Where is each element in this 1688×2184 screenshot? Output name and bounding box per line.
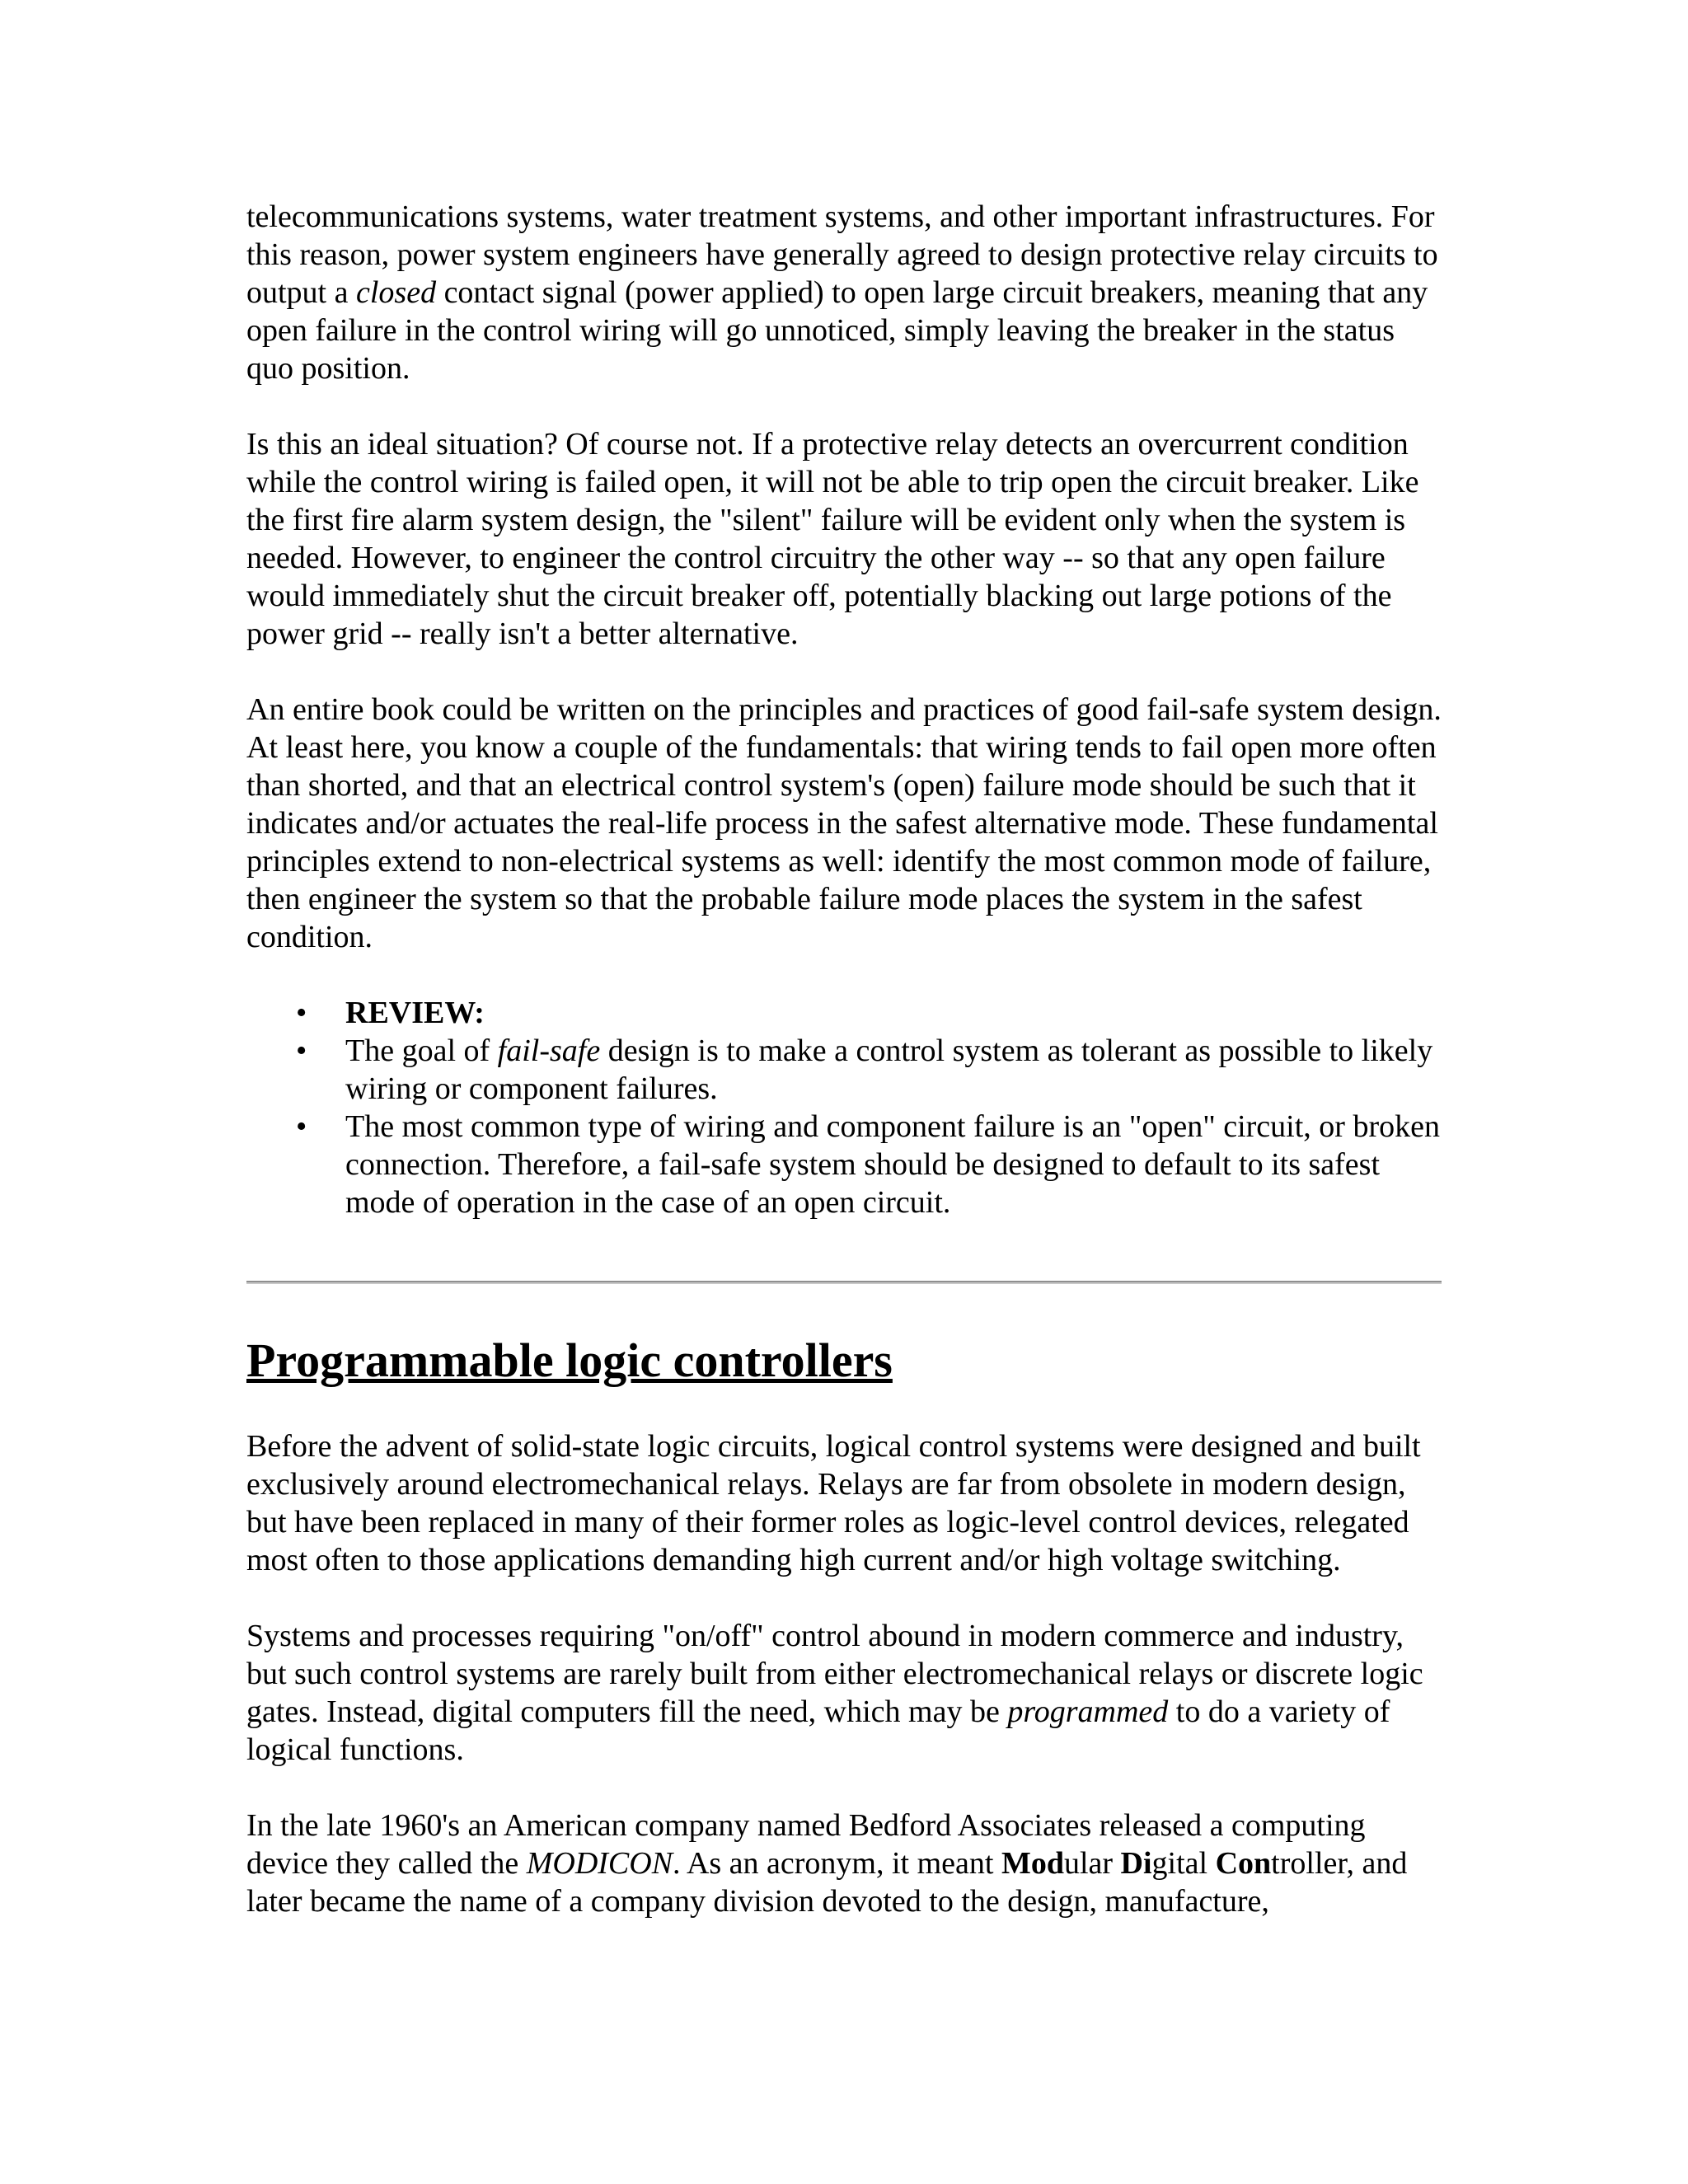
review-list	[246, 994, 1442, 1221]
emphasis-closed: closed	[355, 275, 437, 310]
section-title: Programmable logic controllers	[246, 1333, 893, 1387]
paragraph-on-off-control: Systems and processes requiring "on/off" control abound in modern commerce and industry, but such control systems are rarely built from either electromechanical relays or discrete logic gates. Instead, digital computers fill the need, which may be programmed to do a variety of logical functions.	[246, 1619, 1423, 1767]
horizontal-divider	[246, 1281, 1442, 1284]
review-heading: • REVIEW:	[246, 994, 1442, 1032]
review-item-goal: • The goal of fail-safe design is to make a control system as tolerant as possible to likely wiring or component failures.	[246, 1032, 1442, 1108]
review-item-open-circuit: • The most common type of wiring and component failure is an "open" circuit, or broken connection. Therefore, a fail-safe system should be designed to default to its safest mode of operation in the case of an open circuit.	[246, 1108, 1442, 1221]
emphasis-fail-safe: fail-safe	[497, 1033, 601, 1068]
emphasis-programmed: programmed	[1007, 1694, 1169, 1729]
paragraph-fail-safe-design: An entire book could be written on the principles and practices of good fail-safe system design. At least here, you know a couple of the fundamentals: that wiring tends to fail open more often than shorted, and that an electrical control system's (open) failure mode should be such that it indicates and/or actuates the real-life process in the safest alternative mode. These fundamental principles extend to non-electrical systems as well: identify the most common mode of failure, then engineer the system so that the probable failure mode places the system in the safest condition.	[246, 692, 1442, 954]
paragraph-ideal-situation: Is this an ideal situation? Of course not. If a protective relay detects an overcurrent condition while the control wiring is failed open, it will not be able to trip open the circuit breaker. Like the first fire alarm system design, the "silent" failure will be evident only when the system is needed. However, to engineer the control circuitry the other way -- so that any open failure would immediately shut the circuit breaker off, potentially blacking out large potions of the power grid -- really isn't a better alternative.	[246, 427, 1419, 651]
paragraph-relay-design: telecommunications systems, water treatment systems, and other important infrastructures. For this reason, power system engineers have generally agreed to design protective relay circuits to output a closed contact signal (power applied) to open large circuit breakers, meaning that any open failure in the control wiring will go unnoticed, simply leaving the breaker in the status quo position.	[246, 199, 1438, 386]
paragraph-modicon: In the late 1960's an American company named Bedford Associates released a computing device they called the MODICON. As an acronym, it meant Modular Digital Controller, and later became the name of a company division devoted to the design, manufacture,	[246, 1808, 1408, 1919]
emphasis-modicon: MODICON	[526, 1846, 673, 1881]
paragraph-solid-state: Before the advent of solid-state logic circuits, logical control systems were designed and built exclusively around electromechanical relays. Relays are far from obsolete in modern design, but have been replaced in many of their former roles as logic-level control devices, relegated most often to those applications demanding high current and/or high voltage switching.	[246, 1429, 1421, 1577]
document-page	[246, 198, 1442, 1958]
